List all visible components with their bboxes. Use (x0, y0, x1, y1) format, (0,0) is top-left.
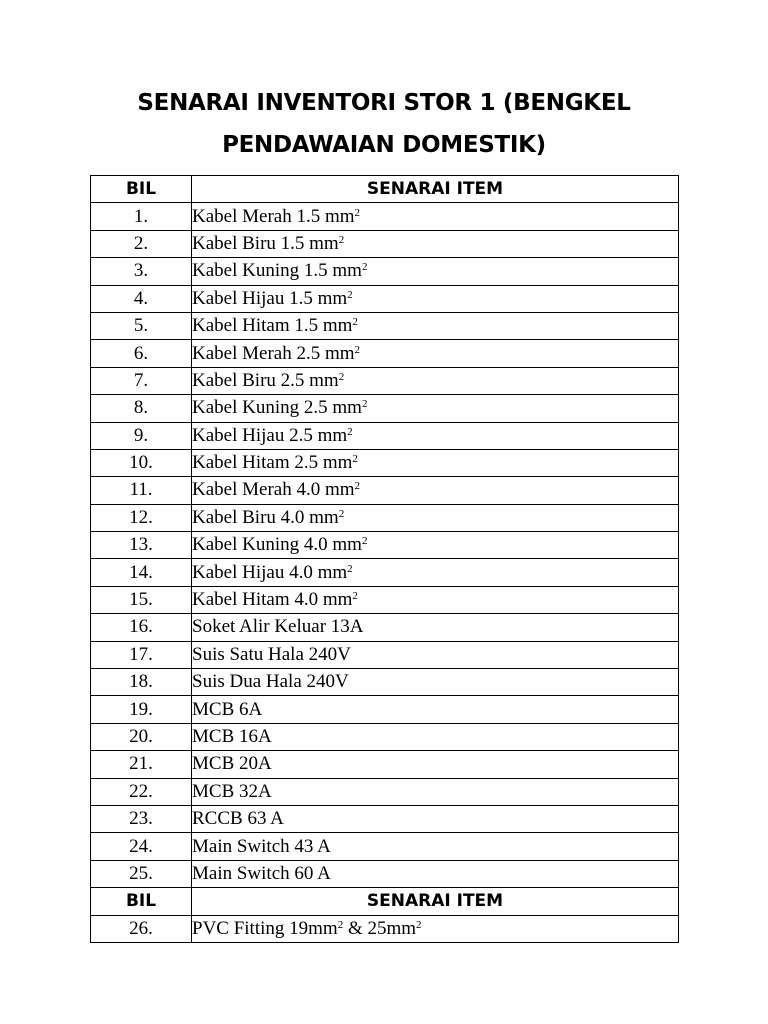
row-number: 21. (91, 751, 192, 778)
row-item-name: RCCB 63 A (192, 805, 679, 832)
row-number: 1. (91, 203, 192, 230)
row-number: 12. (91, 504, 192, 531)
table-row (91, 449, 679, 476)
row-number: 18. (91, 669, 192, 696)
row-number: 17. (91, 641, 192, 668)
row-number: 16. (91, 614, 192, 641)
row-number: 19. (91, 696, 192, 723)
row-item-name: Kabel Hitam 2.5 $mm^2$ (192, 449, 679, 476)
row-number: 20. (91, 723, 192, 750)
row-item-name: Kabel Hijau 4.0 $mm^2$ (192, 559, 679, 586)
row-number: 8. (91, 395, 192, 422)
row-number: 6. (91, 340, 192, 367)
table-row (91, 395, 679, 422)
document-title (0, 82, 768, 166)
row-number: 4. (91, 285, 192, 312)
row-item-name: Kabel Hijau 2.5 $mm^2$ (192, 422, 679, 449)
row-item-name: Kabel Hijau 1.5 $mm^2$ (192, 285, 679, 312)
row-item-name: Kabel Biru 1.5 $mm^2$ (192, 230, 679, 257)
document-title-line-2: PENDAWAIAN DOMESTIK) (222, 132, 546, 158)
row-number: 5. (91, 312, 192, 339)
table-row (91, 696, 679, 723)
table-row (91, 860, 679, 887)
row-item-name: Kabel Biru 4.0 $mm^2$ (192, 504, 679, 531)
row-item-name: Suis Satu Hala 240V (192, 641, 679, 668)
table-row (91, 641, 679, 668)
table-row (91, 751, 679, 778)
row-number: 3. (91, 258, 192, 285)
row-number: 7. (91, 367, 192, 394)
table-row (91, 586, 679, 613)
table-row (91, 340, 679, 367)
column-header-bil: BIL (91, 888, 192, 915)
table-row (91, 477, 679, 504)
document-title-line-1: SENARAI INVENTORI STOR 1 (BENGKEL (137, 90, 631, 116)
row-item-name: PVC Fitting $19mm^2$ & $25mm^2$ (192, 915, 679, 942)
row-item-name: Kabel Kuning 1.5 $mm^2$ (192, 258, 679, 285)
table-row (91, 833, 679, 860)
table-row (91, 614, 679, 641)
row-number: 26. (91, 915, 192, 942)
row-item-name: Soket Alir Keluar 13A (192, 614, 679, 641)
row-item-name: Kabel Kuning 4.0 $mm^2$ (192, 532, 679, 559)
row-item-name: Kabel Kuning 2.5 $mm^2$ (192, 395, 679, 422)
row-number: 25. (91, 860, 192, 887)
table-row (91, 723, 679, 750)
table-row (91, 312, 679, 339)
table-row (91, 915, 679, 942)
table-row (91, 285, 679, 312)
row-number: 13. (91, 532, 192, 559)
table-header-row (91, 176, 679, 203)
row-number: 15. (91, 586, 192, 613)
row-item-name: Kabel Hitam 1.5 $mm^2$ (192, 312, 679, 339)
table-row (91, 532, 679, 559)
row-number: 14. (91, 559, 192, 586)
row-item-name: Kabel Hitam 4.0 $mm^2$ (192, 586, 679, 613)
row-number: 23. (91, 805, 192, 832)
table-row (91, 422, 679, 449)
table-row (91, 203, 679, 230)
row-item-name: Kabel Merah 2.5 $mm^2$ (192, 340, 679, 367)
row-item-name: Kabel Merah 1.5 $mm^2$ (192, 203, 679, 230)
row-number: 10. (91, 449, 192, 476)
row-item-name: MCB 32A (192, 778, 679, 805)
row-item-name: MCB 20A (192, 751, 679, 778)
table-row (91, 258, 679, 285)
table-row (91, 559, 679, 586)
inventory-table-body (91, 176, 679, 943)
row-item-name: Suis Dua Hala 240V (192, 669, 679, 696)
table-row (91, 805, 679, 832)
row-number: 24. (91, 833, 192, 860)
column-header-senarai-item: SENARAI ITEM (192, 888, 679, 915)
row-item-name: Kabel Biru 2.5 $mm^2$ (192, 367, 679, 394)
row-item-name: Main Switch 60 A (192, 860, 679, 887)
row-item-name: MCB 16A (192, 723, 679, 750)
inventory-table (90, 175, 679, 943)
table-row (91, 778, 679, 805)
column-header-bil: BIL (91, 176, 192, 203)
table-row (91, 669, 679, 696)
table-header-row-repeat (91, 888, 679, 915)
row-item-name: MCB 6A (192, 696, 679, 723)
table-row (91, 230, 679, 257)
row-number: 2. (91, 230, 192, 257)
row-number: 22. (91, 778, 192, 805)
table-row (91, 504, 679, 531)
row-number: 9. (91, 422, 192, 449)
row-number: 11. (91, 477, 192, 504)
row-item-name: Kabel Merah 4.0 $mm^2$ (192, 477, 679, 504)
table-row (91, 367, 679, 394)
column-header-senarai-item: SENARAI ITEM (192, 176, 679, 203)
row-item-name: Main Switch 43 A (192, 833, 679, 860)
